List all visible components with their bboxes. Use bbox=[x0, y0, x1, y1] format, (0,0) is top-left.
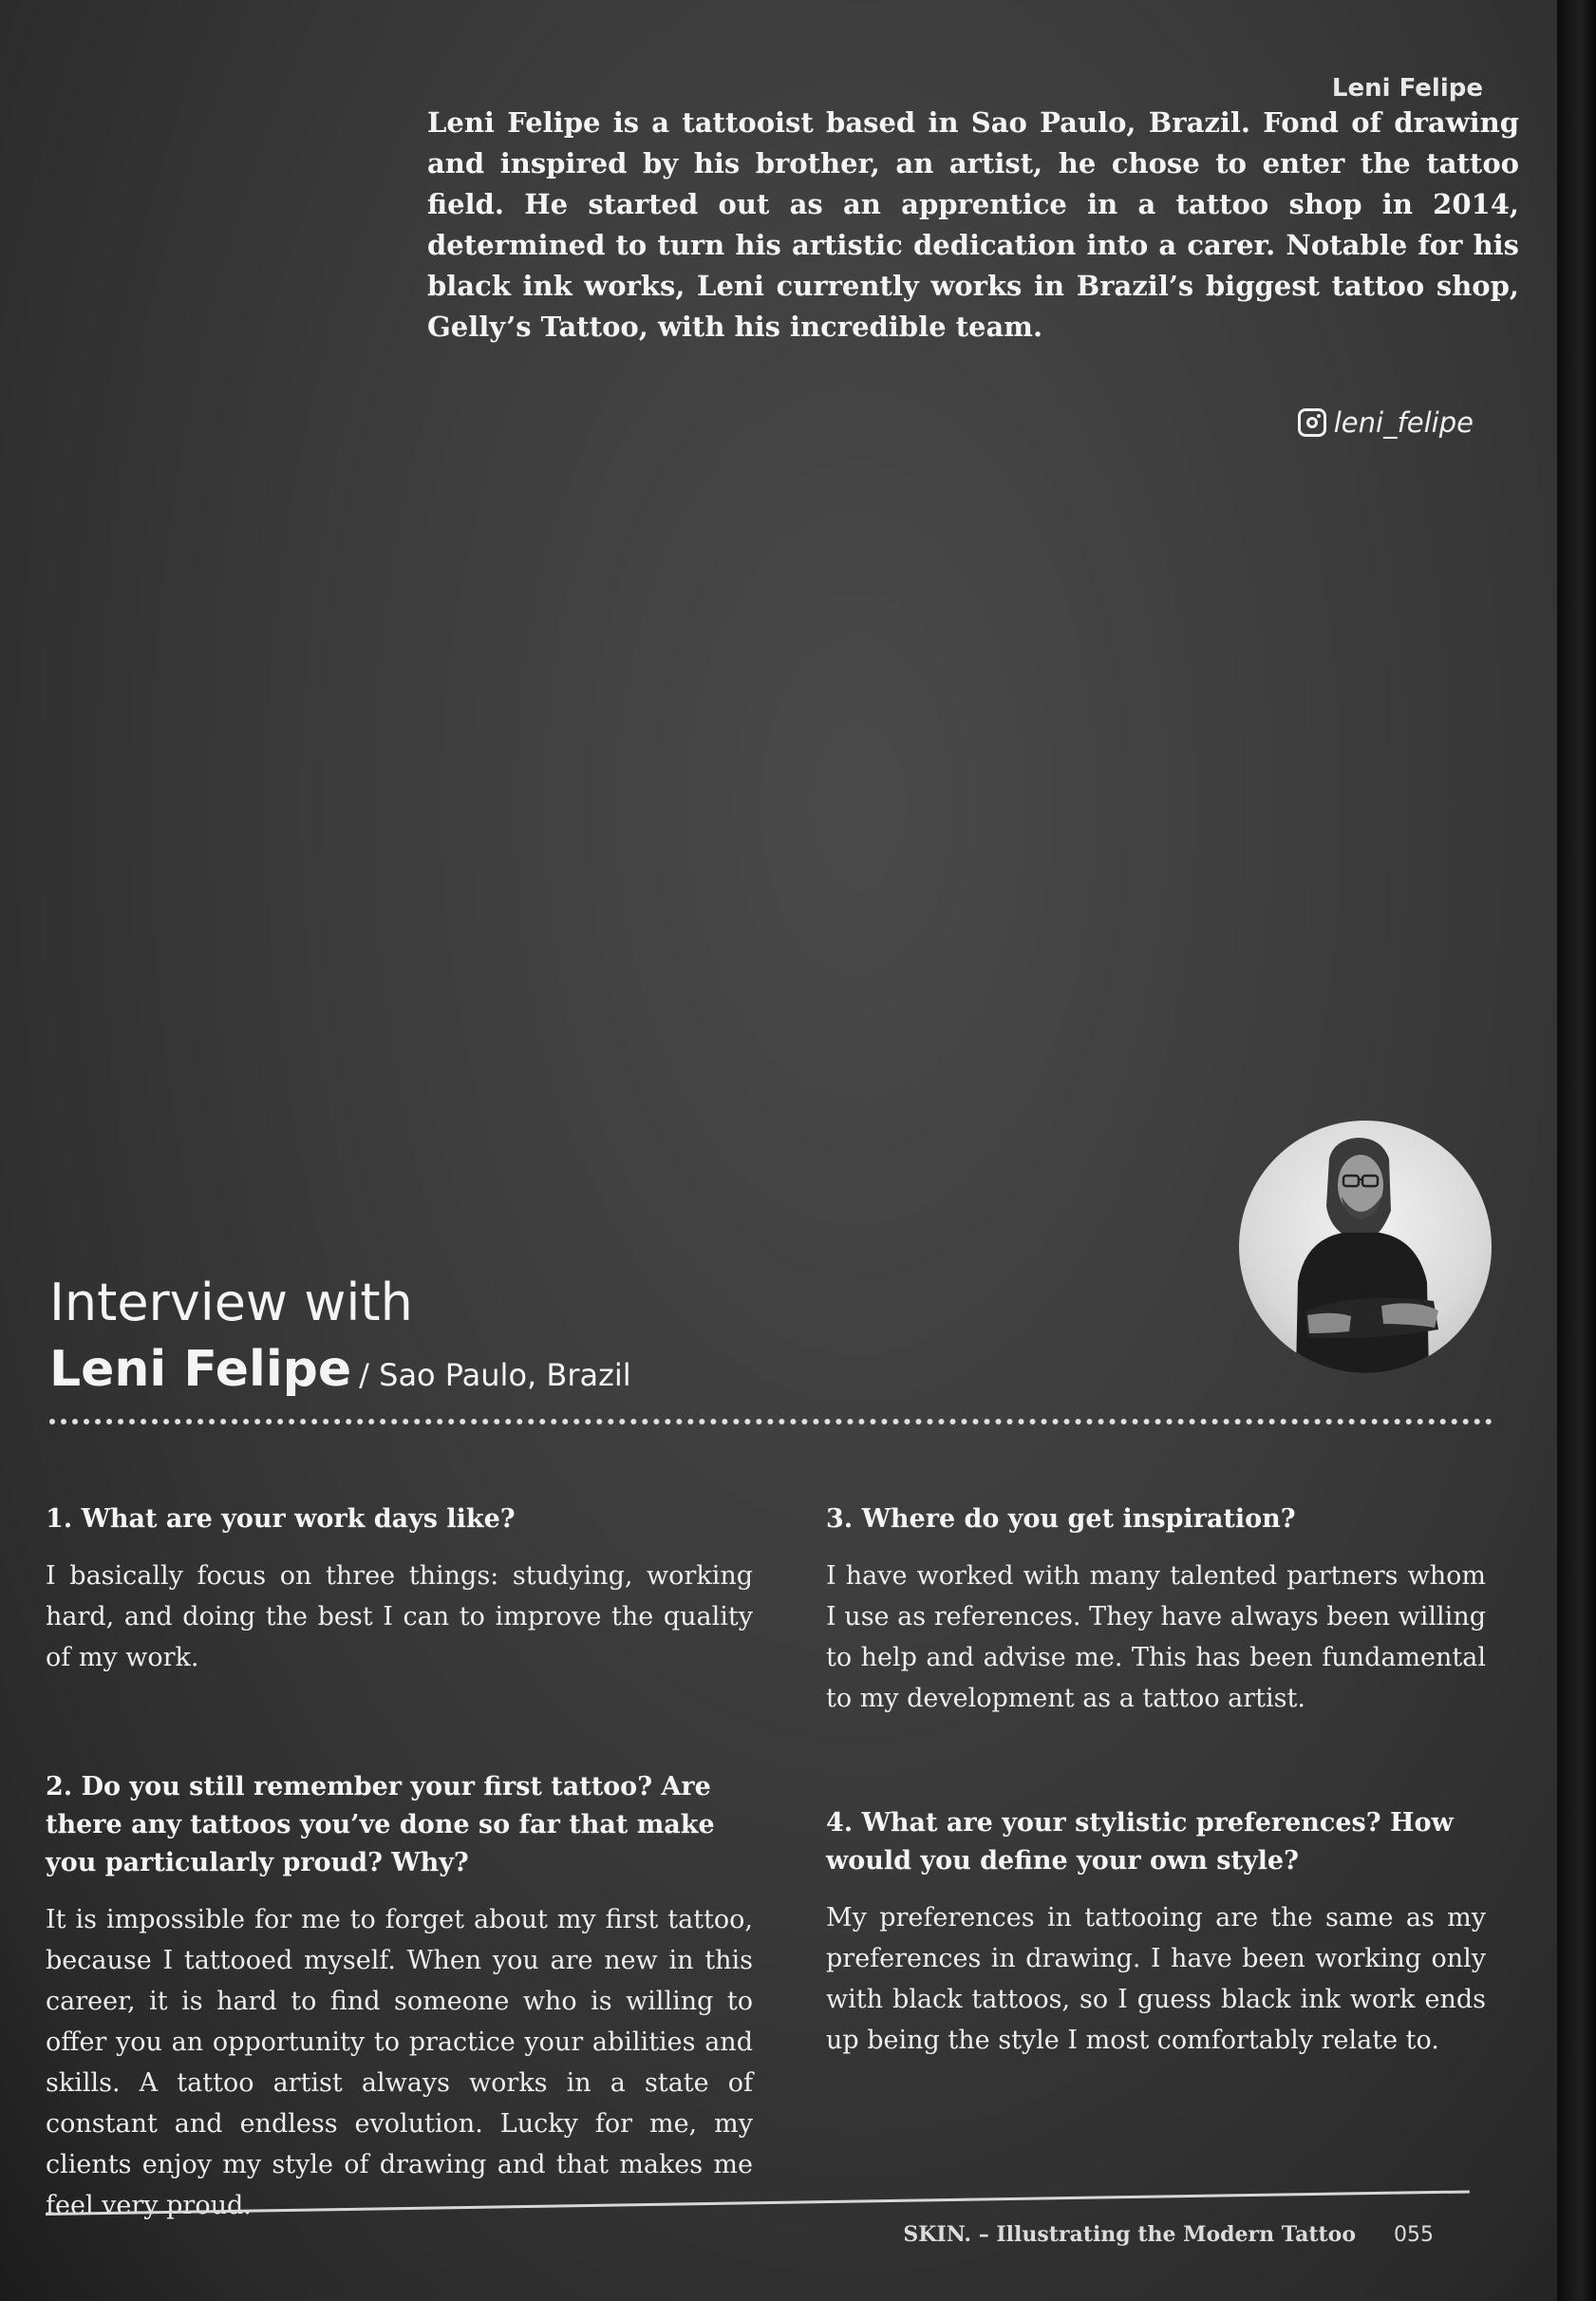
instagram-handle bbox=[1298, 406, 1474, 439]
qa-item-4 bbox=[826, 1804, 1486, 2061]
answer-2: It is impossible for me to forget about my first tattoo, because I tattooed myself. When you are new in this career, it is hard to find someone who is willing to offer you an opportunity to practice your abilities and skills. A tattoo artist always works in a state of constant and endless evolution. Lucky for me, my clients enjoy my style of drawing and that makes me feel very proud. bbox=[46, 1905, 753, 2220]
page-footer bbox=[903, 2222, 1434, 2247]
page-number: 055 bbox=[1394, 2223, 1434, 2247]
intro-paragraph: Leni Felipe is a tattooist based in Sao Paulo, Brazil. Fond of drawing and inspired by his brother, an artist, he chose to enter the tattoo field. He started out as an apprentice in a tattoo shop in 2014, determined to turn his artistic dedication into a carer. Notable for his black ink works, Leni currently works in Brazil’s biggest tattoo shop, Gelly’s Tattoo, with his incredible team. bbox=[427, 106, 1519, 343]
running-head: Leni Felipe bbox=[1331, 74, 1483, 103]
right-column bbox=[826, 1500, 1486, 2061]
question-3: 3. Where do you get inspiration? bbox=[826, 1504, 1296, 1534]
publication-title: SKIN. – Illustrating the Modern Tattoo bbox=[903, 2222, 1356, 2247]
question-2: 2. Do you still remember your first tattoo? Are there any tattoos you’ve done so far that make you particularly proud? Why? bbox=[46, 1772, 715, 1877]
qa-item-3 bbox=[826, 1500, 1486, 1719]
answer-3: I have worked with many talented partners whom I use as references. They have always been willing to help and advise me. This has been fundamental to my development as a tattoo artist. bbox=[826, 1561, 1486, 1713]
portrait-illustration bbox=[1239, 1121, 1492, 1373]
answer-1: I basically focus on three things: studying, working hard, and doing the best I can to improve the quality of my work. bbox=[46, 1561, 753, 1672]
qa-item-2 bbox=[46, 1768, 753, 2226]
dotted-divider bbox=[49, 1419, 1493, 1424]
qa-item-1 bbox=[46, 1500, 753, 1678]
answer-4: My preferences in tattooing are the same as my preferences in drawing. I have been working only with black tattoos, so I guess black ink work ends up being the style I most comfortably relate to. bbox=[826, 1903, 1486, 2055]
instagram-icon bbox=[1298, 408, 1326, 437]
artist-portrait bbox=[1239, 1121, 1492, 1373]
question-1: 1. What are your work days like? bbox=[46, 1504, 516, 1534]
interviewee-name: Leni Felipe bbox=[49, 1341, 352, 1398]
interviewee-heading bbox=[49, 1341, 631, 1398]
handle-text: leni_felipe bbox=[1333, 406, 1474, 439]
question-4: 4. What are your stylistic preferences? How would you define your own style? bbox=[826, 1808, 1454, 1876]
interviewee-location: / Sao Paulo, Brazil bbox=[359, 1357, 631, 1393]
left-column bbox=[46, 1500, 753, 2226]
interview-label: Interview with bbox=[49, 1273, 413, 1332]
page-edge bbox=[1557, 0, 1596, 2301]
